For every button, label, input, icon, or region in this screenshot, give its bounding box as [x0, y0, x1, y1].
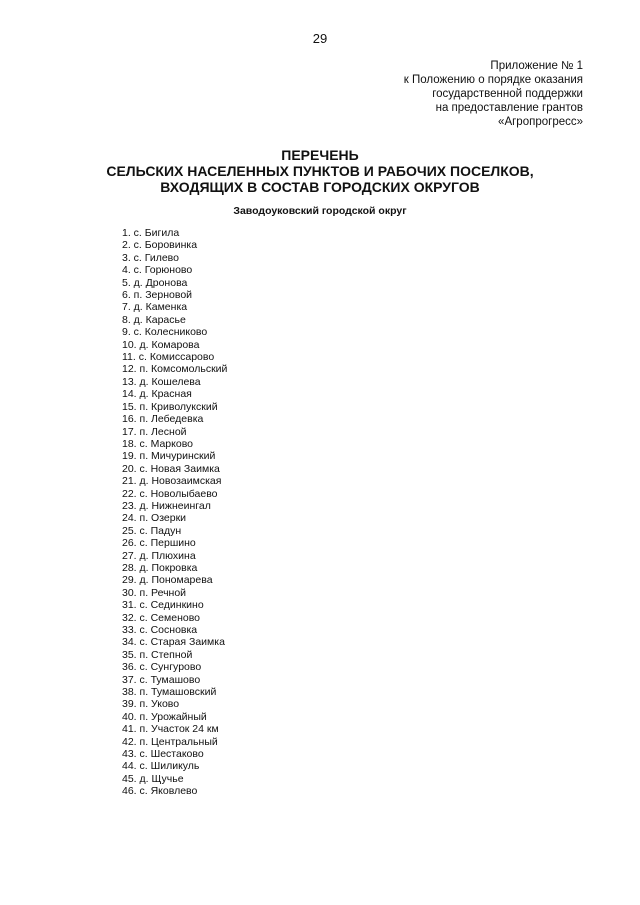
- list-item: 28. д. Покровка: [122, 561, 198, 574]
- list-item: 20. с. Новая Заимка: [122, 462, 220, 475]
- list-item: 29. д. Пономарева: [122, 574, 213, 587]
- list-item: 38. п. Тумашовский: [122, 686, 217, 699]
- list-item: 9. с. Колесниково: [122, 326, 208, 339]
- list-item: 30. п. Речной: [122, 586, 187, 599]
- list-item: 37. с. Тумашово: [122, 673, 201, 686]
- list-item: 41. п. Участок 24 км: [122, 723, 219, 736]
- list-item: 19. п. Мичуринский: [122, 450, 216, 463]
- list-item: 17. п. Лесной: [122, 425, 187, 438]
- list-item: 15. п. Криволукский: [122, 400, 218, 413]
- list-item: 31. с. Сединкино: [122, 599, 204, 612]
- list-item: 23. д. Нижнеингал: [122, 499, 211, 512]
- list-item: 24. п. Озерки: [122, 512, 187, 525]
- list-item: 5. д. Дронова: [122, 276, 188, 289]
- appendix-line: к Положению о порядке оказания: [403, 74, 583, 86]
- list-item: 7. д. Каменка: [122, 301, 188, 314]
- appendix-reference: [263, 59, 583, 129]
- list-item: 2. с. Боровинка: [122, 239, 198, 252]
- list-item: 21. д. Новозаимская: [122, 475, 222, 488]
- list-item: 6. п. Зерновой: [122, 289, 193, 302]
- list-item: 35. п. Степной: [122, 648, 193, 661]
- appendix-line: государственной поддержки: [432, 88, 583, 100]
- page-number: 29: [312, 31, 328, 46]
- list-item: 13. д. Кошелева: [122, 375, 201, 388]
- document-title: [0, 147, 640, 195]
- list-item: 42. п. Центральный: [122, 735, 218, 748]
- list-item: 45. д. Щучье: [122, 772, 184, 785]
- settlements-list: [122, 227, 227, 798]
- list-item: 43. с. Шестаково: [122, 748, 204, 761]
- list-item: 11. с. Комиссарово: [122, 351, 215, 364]
- list-item: 33. с. Сосновка: [122, 624, 198, 636]
- list-item: 12. п. Комсомольский: [122, 363, 228, 376]
- list-item: 26. с. Першино: [122, 537, 196, 550]
- list-item: 16. п. Лебедевка: [122, 413, 204, 426]
- list-item: 32. с. Семеново: [122, 611, 201, 624]
- list-item: 36. с. Сунгурово: [122, 661, 202, 674]
- title-line: ПЕРЕЧЕНЬ: [281, 147, 359, 163]
- list-item: 39. п. Уково: [122, 698, 180, 711]
- list-item: 18. с. Марково: [122, 437, 193, 450]
- title-line: ВХОДЯЩИХ В СОСТАВ ГОРОДСКИХ ОКРУГОВ: [160, 179, 480, 195]
- district-heading: Заводоуковский городской округ: [233, 205, 407, 217]
- list-item: 46. с. Яковлево: [122, 785, 198, 798]
- list-item: 1. с. Бигила: [122, 227, 180, 239]
- list-item: 8. д. Карасье: [122, 313, 186, 326]
- list-item: 40. п. Урожайный: [122, 710, 207, 723]
- list-item: 25. с. Падун: [122, 524, 182, 537]
- appendix-line: «Агропрогресс»: [498, 116, 583, 128]
- appendix-line: Приложение № 1: [490, 60, 583, 72]
- list-item: 3. с. Гилево: [122, 251, 179, 264]
- list-item: 10. д. Комарова: [122, 338, 200, 351]
- list-item: 22. с. Новолыбаево: [122, 487, 218, 500]
- list-item: 34. с. Старая Заимка: [122, 636, 225, 649]
- list-item: 27. д. Плюхина: [122, 549, 196, 562]
- title-line: СЕЛЬСКИХ НАСЕЛЕННЫХ ПУНКТОВ И РАБОЧИХ ПОСЕЛКОВ,: [106, 163, 534, 179]
- list-item: 44. с. Шиликуль: [122, 760, 200, 773]
- appendix-line: на предоставление грантов: [435, 102, 583, 114]
- list-item: 4. с. Горюново: [122, 264, 193, 277]
- list-item: 14. д. Красная: [122, 388, 192, 401]
